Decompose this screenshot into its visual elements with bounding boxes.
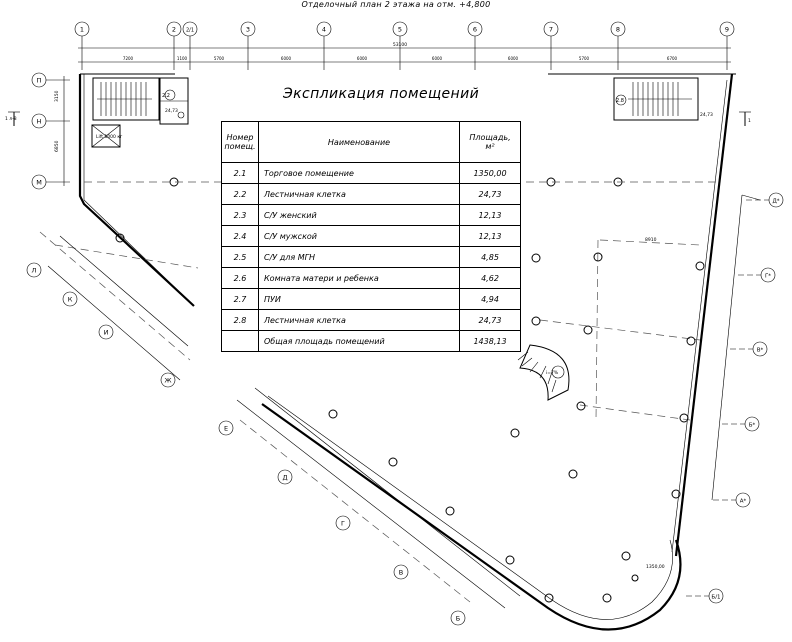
top-axis-label: 5: [397, 25, 403, 34]
left-axis-label: М: [36, 178, 42, 187]
room-number: 2.5: [222, 247, 259, 268]
left-axis-label: П: [36, 76, 42, 85]
room-number: 2.3: [222, 205, 259, 226]
table-row: [222, 247, 521, 268]
top-dimension: 7200: [122, 56, 134, 61]
total-name: Общая площадь помещений: [259, 331, 460, 352]
top-axis-label: 8: [615, 25, 621, 34]
room-number: 2.6: [222, 268, 259, 289]
room-number: 2.1: [222, 163, 259, 184]
top-axis-markers: [75, 22, 734, 36]
room-name: С/У женский: [259, 205, 460, 226]
left-axis-label: Н: [36, 117, 42, 126]
top-axis-label: 3: [245, 25, 251, 34]
right-axis-label: Д*: [772, 198, 780, 205]
room-name: Комната матери и ребенка: [259, 268, 460, 289]
table-row: [222, 226, 521, 247]
room-area: 12,13: [460, 226, 521, 247]
svg-text:i=7%: i=7%: [546, 371, 559, 376]
room-name: С/У для МГН: [259, 247, 460, 268]
table-row: [222, 268, 521, 289]
left-axis-markers: [32, 73, 70, 189]
lower-axis-label: В: [398, 568, 404, 577]
top-axis-grid: [78, 36, 731, 70]
room-area: 12,13: [460, 205, 521, 226]
top-dimension: 5700: [213, 56, 225, 61]
room-area: 4,85: [460, 247, 521, 268]
top-dimension: 6000: [507, 56, 519, 61]
svg-text:2.2: 2.2: [162, 93, 170, 99]
svg-text:Lift 1000 кг: Lift 1000 кг: [96, 135, 123, 140]
svg-text:53100: 53100: [392, 43, 408, 48]
room-name: Лестничная клетка: [259, 184, 460, 205]
top-dimension: 6000: [431, 56, 443, 61]
right-axis-label: Г*: [764, 273, 772, 280]
total-area: 1438,13: [460, 331, 521, 352]
room-number: 2.7: [222, 289, 259, 310]
top-dimension: 6000: [280, 56, 292, 61]
right-axis-markers: [686, 193, 783, 603]
lower-axis-label: Б: [455, 614, 461, 623]
ramp: [518, 345, 569, 400]
top-axis-label: 4: [321, 25, 327, 34]
top-dimension: 5700: [578, 56, 590, 61]
svg-text:1: 1: [748, 119, 751, 124]
header-number: Номер помещ.: [222, 122, 259, 163]
lower-axis-label: Е: [223, 424, 229, 433]
table-row: [222, 205, 521, 226]
room-area: 4,94: [460, 289, 521, 310]
top-axis-label: 9: [724, 25, 730, 34]
room-area: 24,73: [460, 184, 521, 205]
room-number: 2.4: [222, 226, 259, 247]
top-dimension: 1100: [176, 56, 188, 61]
svg-text:2.8: 2.8: [616, 98, 624, 104]
header-name: Наименование: [259, 122, 460, 163]
right-axis-label: В*: [756, 347, 764, 354]
svg-text:8910: 8910: [645, 238, 657, 243]
top-axis-label: 2/1: [185, 27, 195, 34]
table-total-row: [222, 331, 521, 352]
total-number: [222, 331, 259, 352]
room-area: 1350,00: [460, 163, 521, 184]
header-area: Площадь, м²: [460, 122, 521, 163]
svg-text:24,73: 24,73: [165, 109, 178, 114]
lower-axis-label: Д: [282, 473, 288, 482]
explication-title: Экспликация помещений: [283, 86, 480, 102]
svg-text:1350,00: 1350,00: [646, 565, 665, 570]
table-row: [222, 310, 521, 331]
top-axis-label: 6: [472, 25, 478, 34]
room-area: 24,73: [460, 310, 521, 331]
right-axis-label: А*: [739, 498, 747, 505]
explication-header-row: [222, 122, 521, 163]
top-axis-label: 7: [548, 25, 554, 34]
left-diagonal-axes: [27, 232, 198, 387]
right-axis-label: Б*: [748, 422, 756, 429]
diag-axis-label: Ж: [164, 376, 172, 385]
svg-text:6850: 6850: [55, 140, 60, 152]
svg-text:1 л-8: 1 л-8: [5, 117, 17, 122]
room-number: 2.8: [222, 310, 259, 331]
room-name: С/У мужской: [259, 226, 460, 247]
room-area: 4,62: [460, 268, 521, 289]
room-number: 2.2: [222, 184, 259, 205]
room-name: Торговое помещение: [259, 163, 460, 184]
diag-axis-label: Л: [31, 266, 37, 275]
svg-text:3150: 3150: [55, 90, 60, 102]
table-row: [222, 163, 521, 184]
room-name: Лестничная клетка: [259, 310, 460, 331]
table-row: [222, 289, 521, 310]
top-dimension: 6700: [666, 56, 678, 61]
lower-axis-label: Г: [341, 519, 345, 528]
right-axis-label: Б/1: [711, 594, 721, 601]
top-axis-label: 2: [171, 25, 177, 34]
diag-axis-label: И: [103, 328, 109, 337]
top-axis-label: 1: [79, 25, 85, 34]
sheet-title: Отделочный план 2 этажа на отм. +4,800: [301, 0, 491, 9]
svg-text:24,73: 24,73: [700, 113, 713, 118]
top-dimension: 6000: [356, 56, 368, 61]
diag-axis-label: К: [67, 295, 73, 304]
curved-facade: [237, 388, 680, 630]
left-axis-labels: [36, 77, 42, 187]
table-row: [222, 184, 521, 205]
room-name: ПУИ: [259, 289, 460, 310]
explication-table: [221, 121, 521, 352]
